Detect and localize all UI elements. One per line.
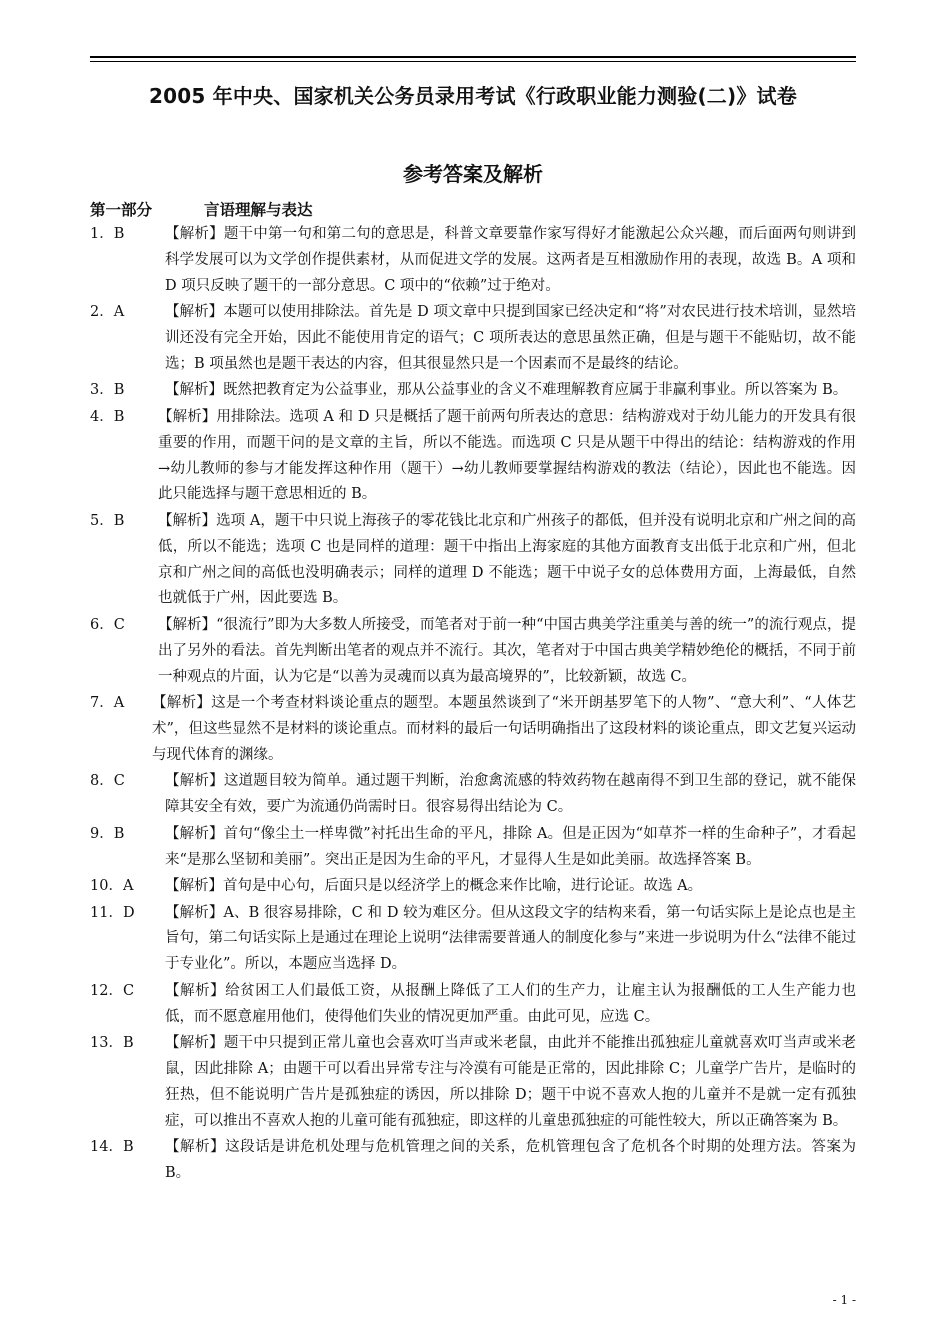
answer-list	[90, 222, 856, 1188]
answer-number: 12．C	[90, 982, 135, 999]
section-heading: 参考答案及解析	[403, 162, 543, 186]
answer-explanation: 【解析】用排除法。选项 A 和 D 只是概括了题干前两句所表达的意思：结构游戏对于幼儿能力的开发具有很重要的作用，而题干问的是文章的主旨，所以不能选。而选项 C 只是从题干中得出的结论：结构游戏的作用→幼儿教师的参与才能发挥这种作用（题干）→幼儿教师要掌握结构游戏的教法（结论），因此也不能选。因此只能选择与题干意思相近的 B。	[158, 408, 856, 503]
answer-item	[90, 1031, 856, 1134]
answer-item	[90, 613, 856, 690]
answer-item	[90, 874, 856, 900]
answer-explanation: 【解析】这段话是讲危机处理与危机管理之间的关系，危机管理包含了危机各个时期的处理方法。答案为 B。	[165, 1139, 856, 1182]
header-rule-thick	[90, 56, 856, 58]
answer-item	[90, 901, 856, 978]
answer-item	[90, 1135, 856, 1187]
answer-item	[90, 405, 856, 508]
part-heading	[90, 198, 313, 220]
answer-number: 8．C	[90, 773, 125, 790]
answer-item	[90, 509, 856, 612]
answer-item	[90, 378, 856, 404]
answer-item	[90, 300, 856, 377]
answer-explanation: 【解析】本题可以使用排除法。首先是 D 项文章中只提到国家已经决定和“将”对农民进行技术培训，显然培训还没有完全开始，因此不能使用肯定的语气；C 项所表达的意思虽然正确，但是与题干不能贴切，故不能选；B 项虽然也是题干表达的内容，但其很显然只是一个因素而不是最终的结论。	[165, 304, 856, 372]
answer-item	[90, 691, 856, 768]
answer-number: 11．D	[90, 904, 135, 921]
answer-number: 10．A	[90, 878, 134, 895]
answer-item	[90, 979, 856, 1031]
answer-explanation: 【解析】给贫困工人们最低工资，从报酬上降低了工人们的生产力，让雇主认为报酬低的工人生产能力也低，而不愿意雇用他们，使得他们失业的情况更加严重。由此可见，应选 C。	[165, 982, 856, 1025]
answer-explanation: 【解析】“很流行”即为大多数人所接受，而笔者对于前一种“中国古典美学注重美与善的统一”的流行观点，提出了另外的看法。首先判断出笔者的观点并不流行。其次，笔者对于中国古典美学精妙绝伦的概括，不同于前一种观点的片面，认为它是“以善为灵魂而以真为最高境界的”，比较新颖，故选 C。	[158, 616, 856, 685]
answer-explanation: 【解析】首句是中心句，后面只是以经济学上的概念来作比喻，进行论证。故选 A。	[165, 878, 703, 895]
answer-number: 5．B	[90, 512, 125, 529]
part-name: 言语理解与表达	[204, 201, 313, 219]
answer-number: 14．B	[90, 1139, 134, 1156]
answer-item	[90, 822, 856, 874]
answer-explanation: 【解析】选项 A，题干中只说上海孩子的零花钱比北京和广州孩子的都低，但并没有说明北京和广州之间的高低，所以不能选；选项 C 也是同样的道理：题干中指出上海家庭的其他方面教育支出低于北京和广州，但北京和广州之间的高低也没明确表示；同样的道理 D 不能选；题干中说子女的总体费用方面，上海最低，自然也就低于广州，因此要选 B。	[158, 512, 856, 607]
answer-number: 3．B	[90, 382, 125, 399]
answer-number: 9．B	[90, 825, 125, 842]
page-number: - 1 -	[832, 1293, 856, 1307]
answer-item	[90, 222, 856, 299]
answer-explanation: 【解析】A、B 很容易排除，C 和 D 较为难区分。但从这段文字的结构来看，第一句话实际上是论点也是主旨句，第二句话实际上是通过在理论上说明“法律需要普通人的制度化参与”来进一步说明为什么“法律不能过于专业化”。所以，本题应当选择 D。	[165, 904, 856, 973]
part-number: 第一部分	[90, 201, 153, 219]
answer-number: 7．A	[90, 695, 125, 712]
answer-number: 1．B	[90, 226, 125, 242]
answer-explanation: 【解析】题干中只提到正常儿童也会喜欢叮当声或米老鼠，由此并不能推出孤独症儿童就喜欢叮当声或米老鼠，因此排除 A；由题干可以看出异常专注与冷漠有可能是正常的，因此排除 C；儿童学广告片，是临时的狂热，但不能说明广告片是孤独症的诱因，所以排除 D；题干中说不喜欢人抱的儿童并不是就一定有孤独症，可以推出不喜欢人抱的儿童可能有孤独症，即这样的儿童患孤独症的可能性较大，所以正确答案为 B。	[165, 1035, 856, 1129]
answer-item	[90, 769, 856, 821]
answer-explanation: 【解析】首句“像尘土一样卑微”衬托出生命的平凡，排除 A。但是正因为“如草芥一样的生命种子”，才看起来“是那么坚韧和美丽”。突出正是因为生命的平凡，才显得人生是如此美丽。故选择答案 B。	[165, 825, 856, 868]
answer-number: 4．B	[90, 408, 125, 425]
answer-number: 2．A	[90, 304, 125, 321]
answer-explanation: 【解析】题干中第一句和第二句的意思是，科普文章要靠作家写得好才能激起公众兴趣，而后面两句则讲到科学发展可以为文学创作提供素材，从而促进文学的发展。这两者是互相激励作用的表现，故选 B。A 项和 D 项只反映了题干的一部分意思。C 项中的“依赖”过于绝对。	[165, 226, 856, 294]
answer-number: 13．B	[90, 1035, 134, 1052]
document-title: 2005 年中央、国家机关公务员录用考试《行政职业能力测验(二)》试卷	[149, 84, 797, 108]
answer-explanation: 【解析】既然把教育定为公益事业，那从公益事业的含义不难理解教育应属于非赢利事业。所以答案为 B。	[165, 382, 848, 399]
header-rule-thin	[90, 61, 856, 62]
answer-number: 6．C	[90, 616, 125, 633]
answer-explanation: 【解析】这是一个考查材料谈论重点的题型。本题虽然谈到了“米开朗基罗笔下的人物”、“意大利”、“人体艺术”，但这些显然不是材料的谈论重点。而材料的最后一句话明确指出了这段材料的谈论重点，即文艺复兴运动与现代体育的渊缘。	[152, 695, 856, 763]
answer-explanation: 【解析】这道题目较为简单。通过题干判断，治愈禽流感的特效药物在越南得不到卫生部的登记，就不能保障其安全有效，要广为流通仍尚需时日。很容易得出结论为 C。	[165, 773, 856, 816]
